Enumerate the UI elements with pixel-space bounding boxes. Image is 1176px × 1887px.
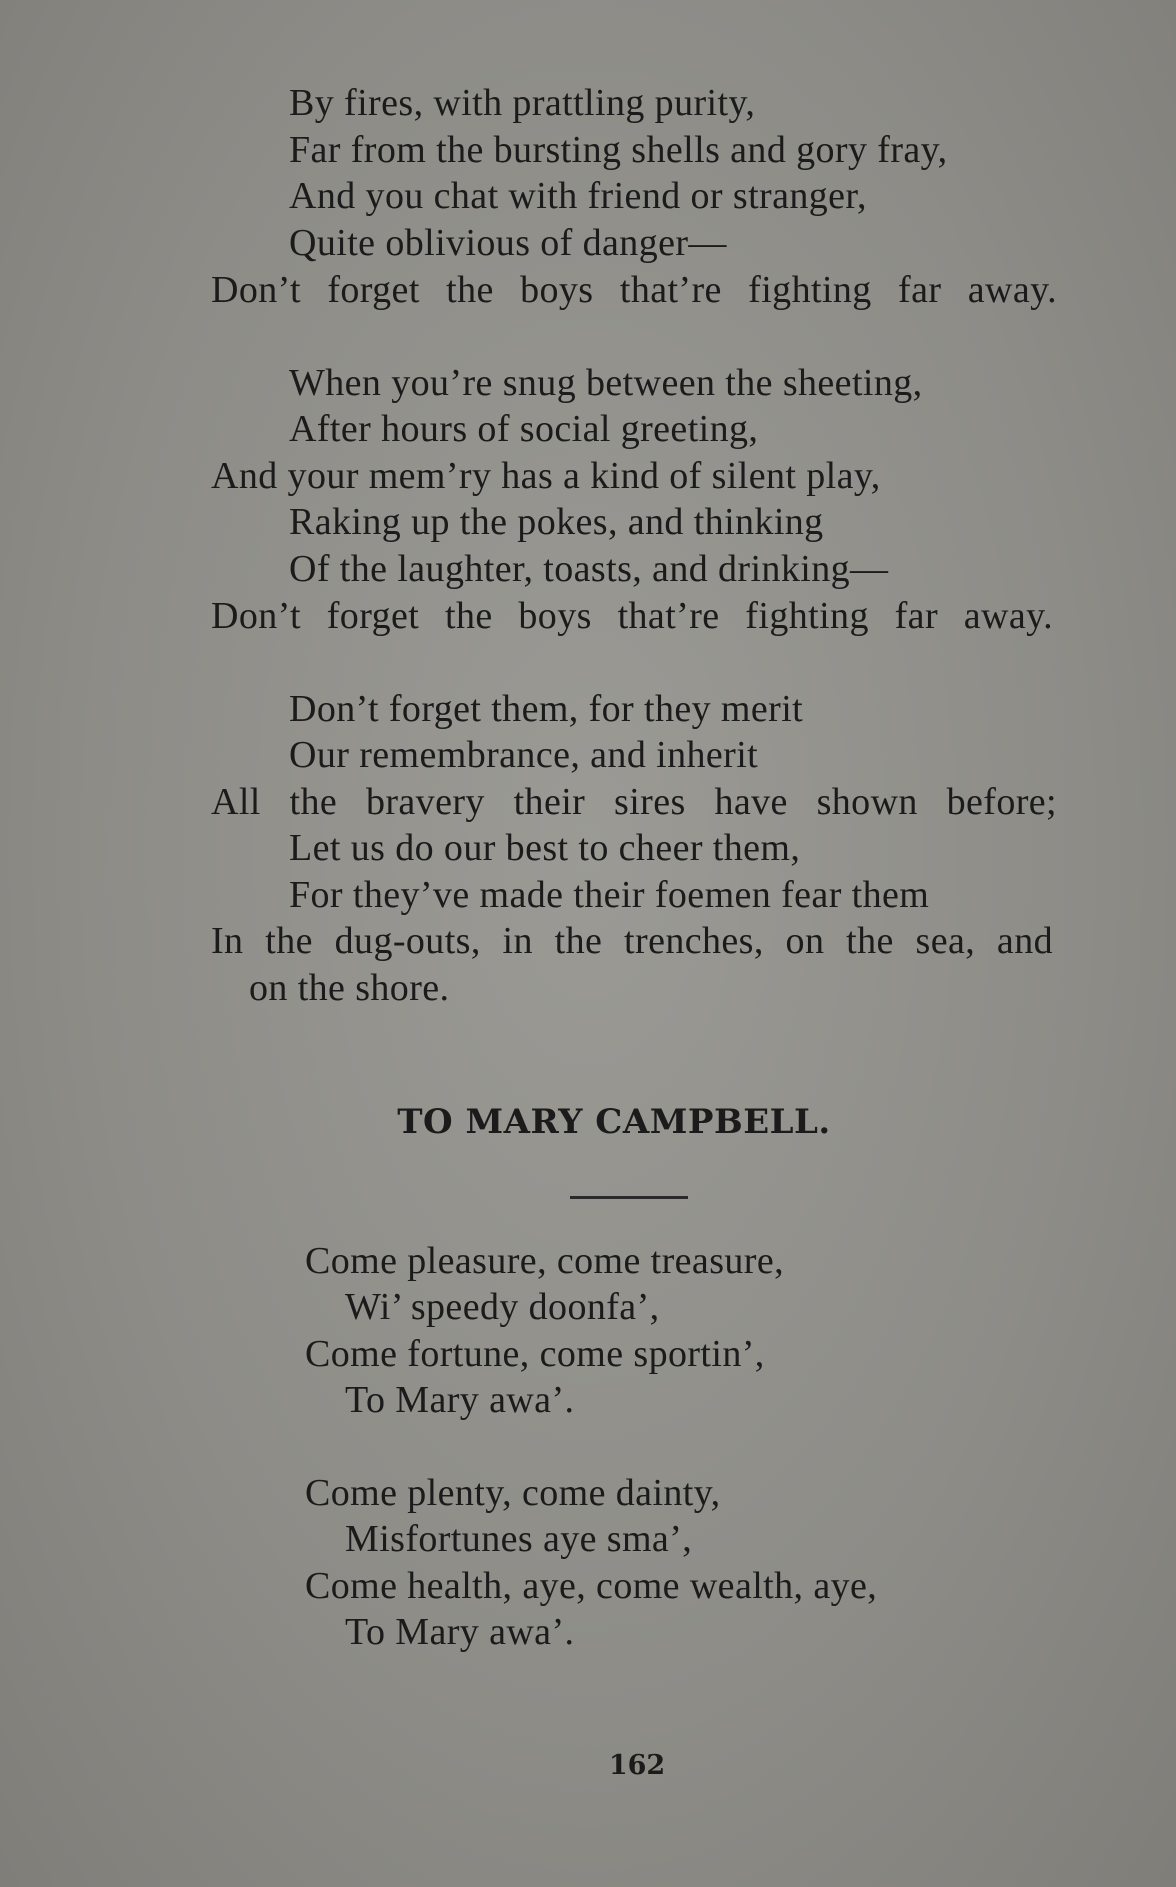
poem-line: Quite oblivious of danger— xyxy=(289,222,727,264)
poem-line: Let us do our best to cheer them, xyxy=(289,827,801,869)
poem-line: And you chat with friend or stranger, xyxy=(289,175,867,217)
poem-refrain-line: Don’t forget the boys that’re fighting far away. xyxy=(211,269,1057,311)
poem-line: After hours of social greeting, xyxy=(289,408,759,450)
poem-line: Come pleasure, come treasure, xyxy=(305,1240,785,1282)
poem-line: In the dug-outs, in the trenches, on the sea, and xyxy=(211,920,1053,962)
page-number: 162 xyxy=(608,1750,666,1781)
poem-title: TO MARY CAMPBELL. xyxy=(397,1102,831,1142)
poem-line: Come fortune, come sportin’, xyxy=(305,1333,765,1375)
poem-line: Far from the bursting shells and gory fray, xyxy=(289,129,948,171)
poem-line: on the shore. xyxy=(249,967,450,1009)
poem-line: Come plenty, come dainty, xyxy=(305,1472,721,1514)
poem-line: Wi’ speedy doonfa’, xyxy=(345,1286,660,1328)
poem-line: Misfortunes aye sma’, xyxy=(345,1518,693,1560)
poem-line: When you’re snug between the sheeting, xyxy=(289,362,923,404)
poem-line: To Mary awa’. xyxy=(345,1379,575,1421)
poem-line: For they’ve made their foemen fear them xyxy=(289,874,930,916)
poem-line: Raking up the pokes, and thinking xyxy=(289,501,824,543)
poem-refrain-line: Don’t forget the boys that’re fighting far away. xyxy=(211,595,1053,637)
poem-line: To Mary awa’. xyxy=(345,1611,575,1653)
poem-line: And your mem’ry has a kind of silent play, xyxy=(211,455,881,497)
poem-line: Come health, aye, come wealth, aye, xyxy=(305,1565,878,1607)
poem-line: Don’t forget them, for they merit xyxy=(289,688,804,730)
title-divider xyxy=(570,1196,688,1199)
poem-line: Of the laughter, toasts, and drinking— xyxy=(289,548,889,590)
poem-line: Our remembrance, and inherit xyxy=(289,734,759,776)
poem-line: All the bravery their sires have shown before; xyxy=(211,781,1057,823)
poem-line: By fires, with prattling purity, xyxy=(289,82,756,124)
